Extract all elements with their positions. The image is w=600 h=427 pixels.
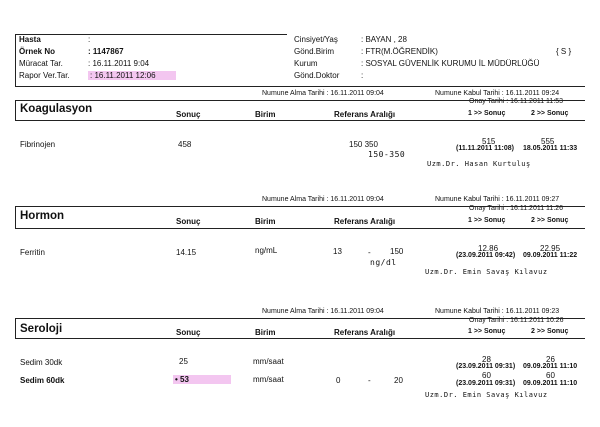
rapor-date-value: : 16.11.2011 12:06 (88, 71, 176, 80)
column-underline (15, 120, 585, 121)
reference-low: 13 (333, 247, 342, 256)
prev-result-1-date: (11.11.2011 11:08) (456, 145, 514, 152)
column-sonuc: Sonuç (176, 328, 201, 337)
prev-result-1-date: (23.09.2011 09:31) (456, 363, 516, 370)
reference-dash: - (368, 376, 371, 385)
header-top-border (15, 34, 287, 35)
column-referans: Referans Aralığı (334, 217, 396, 226)
reference-low: 0 (336, 376, 341, 385)
column-prev-result-2: 2 >> Sonuç (531, 217, 569, 224)
test-name: Sedim 60dk (20, 376, 65, 385)
column-sonuc: Sonuç (176, 217, 201, 226)
sample-taken-date: Numune Alma Tarihi : 16.11.2011 09:04 (262, 196, 384, 203)
header-divider (15, 86, 585, 87)
section-title: Hormon (20, 210, 65, 222)
muracat-date-label: Müracat Tar. (19, 59, 63, 68)
sample-taken-date: Numune Alma Tarihi : 16.11.2011 09:04 (262, 90, 384, 97)
test-result: 458 (178, 140, 192, 149)
section-left-border (15, 318, 16, 338)
test-unit: mm/saat (253, 375, 284, 384)
approving-doctor: Uzm.Dr. Emin Savaş Kılavuz (425, 268, 548, 276)
section-title: Koagulasyon (20, 103, 93, 115)
gond-doktor-label: Gönd.Doktor (294, 71, 340, 80)
gond-doktor-value: : (361, 71, 364, 80)
approval-date: Onay Tarihi : 16.11.2011 10:26 (469, 317, 564, 324)
kurum-value: : SOSYAL GÜVENLİK KURUMU İL MÜDÜRLÜĞÜ (361, 59, 540, 68)
test-result: 25 (179, 357, 188, 366)
column-birim: Birim (255, 328, 276, 337)
column-prev-result-1: 1 >> Sonuç (468, 328, 506, 335)
column-underline (15, 338, 585, 339)
section-title: Seroloji (20, 323, 63, 335)
test-unit: mm/saat (253, 357, 284, 366)
prev-result-1-value: 60 (482, 371, 491, 380)
prev-result-2-value: 26 (546, 355, 555, 364)
reference-range-note: 150-350 (368, 150, 406, 159)
header-left-border (15, 34, 16, 86)
section-top-border (15, 318, 585, 319)
prev-result-2-date: 09.09.2011 11:22 (523, 252, 578, 259)
approving-doctor: Uzm.Dr. Emin Savaş Kılavuz (425, 391, 548, 399)
rapor-date-label: Rapor Ver.Tar. (19, 71, 70, 80)
column-birim: Birim (255, 217, 276, 226)
column-prev-result-1: 1 >> Sonuç (468, 217, 506, 224)
gond-birim-label: Gönd.Birim (294, 47, 335, 56)
column-referans: Referans Aralığı (334, 328, 396, 337)
column-sonuc: Sonuç (176, 110, 201, 119)
section-top-border (15, 206, 585, 207)
reference-unit-note: ng/dl (370, 258, 397, 267)
cinsiyet-value: : BAYAN , 28 (361, 35, 407, 44)
column-underline (15, 228, 585, 229)
prev-result-1-date: (23.09.2011 09:42) (456, 252, 516, 259)
column-prev-result-1: 1 >> Sonuç (468, 110, 506, 117)
prev-result-2-value: 60 (546, 371, 555, 380)
prev-result-1-value: 12.86 (478, 244, 499, 253)
test-result: 14.15 (176, 248, 197, 257)
muracat-date-value: : 16.11.2011 9:04 (88, 59, 150, 68)
prev-result-2-value: 555 (541, 137, 555, 146)
column-prev-result-2: 2 >> Sonuç (531, 110, 569, 117)
prev-result-1-date: (23.09.2011 09:31) (456, 380, 516, 387)
column-referans: Referans Aralığı (334, 110, 396, 119)
test-unit: ng/mL (255, 246, 278, 255)
sample-accepted-date: Numune Kabul Tarihi : 16.11.2011 09:23 (435, 308, 560, 315)
test-name: Fibrinojen (20, 140, 56, 149)
test-name: Ferritin (20, 248, 45, 257)
prev-result-2-date: 18.05.2011 11:33 (523, 145, 578, 152)
sample-accepted-date: Numune Kabul Tarihi : 16.11.2011 09:24 (435, 90, 560, 97)
approval-date: Onay Tarihi : 16.11.2011 11:53 (469, 98, 564, 105)
reference-high: 20 (394, 376, 403, 385)
column-prev-result-2: 2 >> Sonuç (531, 328, 569, 335)
kurum-label: Kurum (294, 59, 318, 68)
gond-birim-value: : FTR(M.ÖĞRENDİK) (361, 47, 438, 56)
prev-result-1-value: 515 (482, 137, 496, 146)
prev-result-2-date: 09.09.2011 11:10 (523, 380, 578, 387)
approval-date: Onay Tarihi : 16.11.2011 11:26 (469, 205, 564, 212)
test-name: Sedim 30dk (20, 358, 63, 367)
cinsiyet-label: Cinsiyet/Yaş (294, 35, 338, 44)
reference-dash: - (368, 248, 371, 257)
reference-range: 150 350 (349, 140, 378, 149)
ornek-no-label: Örnek No (19, 47, 56, 56)
ornek-no-value: : 1147867 (88, 47, 124, 56)
prev-result-1-value: 28 (482, 355, 491, 364)
prev-result-2-date: 09.09.2011 11:10 (523, 363, 578, 370)
section-left-border (15, 206, 16, 228)
test-result: • 53 (173, 375, 231, 384)
section-top-border (15, 100, 585, 101)
section-left-border (15, 100, 16, 120)
column-birim: Birim (255, 110, 276, 119)
hasta-value: : (88, 35, 91, 44)
sample-taken-date: Numune Alma Tarihi : 16.11.2011 09:04 (262, 308, 384, 315)
hasta-label: Hasta (19, 35, 41, 44)
gond-birim-code: { S } (556, 47, 572, 56)
approving-doctor: Uzm.Dr. Hasan Kurtuluş (427, 160, 531, 168)
reference-high: 150 (390, 247, 404, 256)
prev-result-2-value: 22.95 (540, 244, 561, 253)
sample-accepted-date: Numune Kabul Tarihi : 16.11.2011 09:27 (435, 196, 560, 203)
